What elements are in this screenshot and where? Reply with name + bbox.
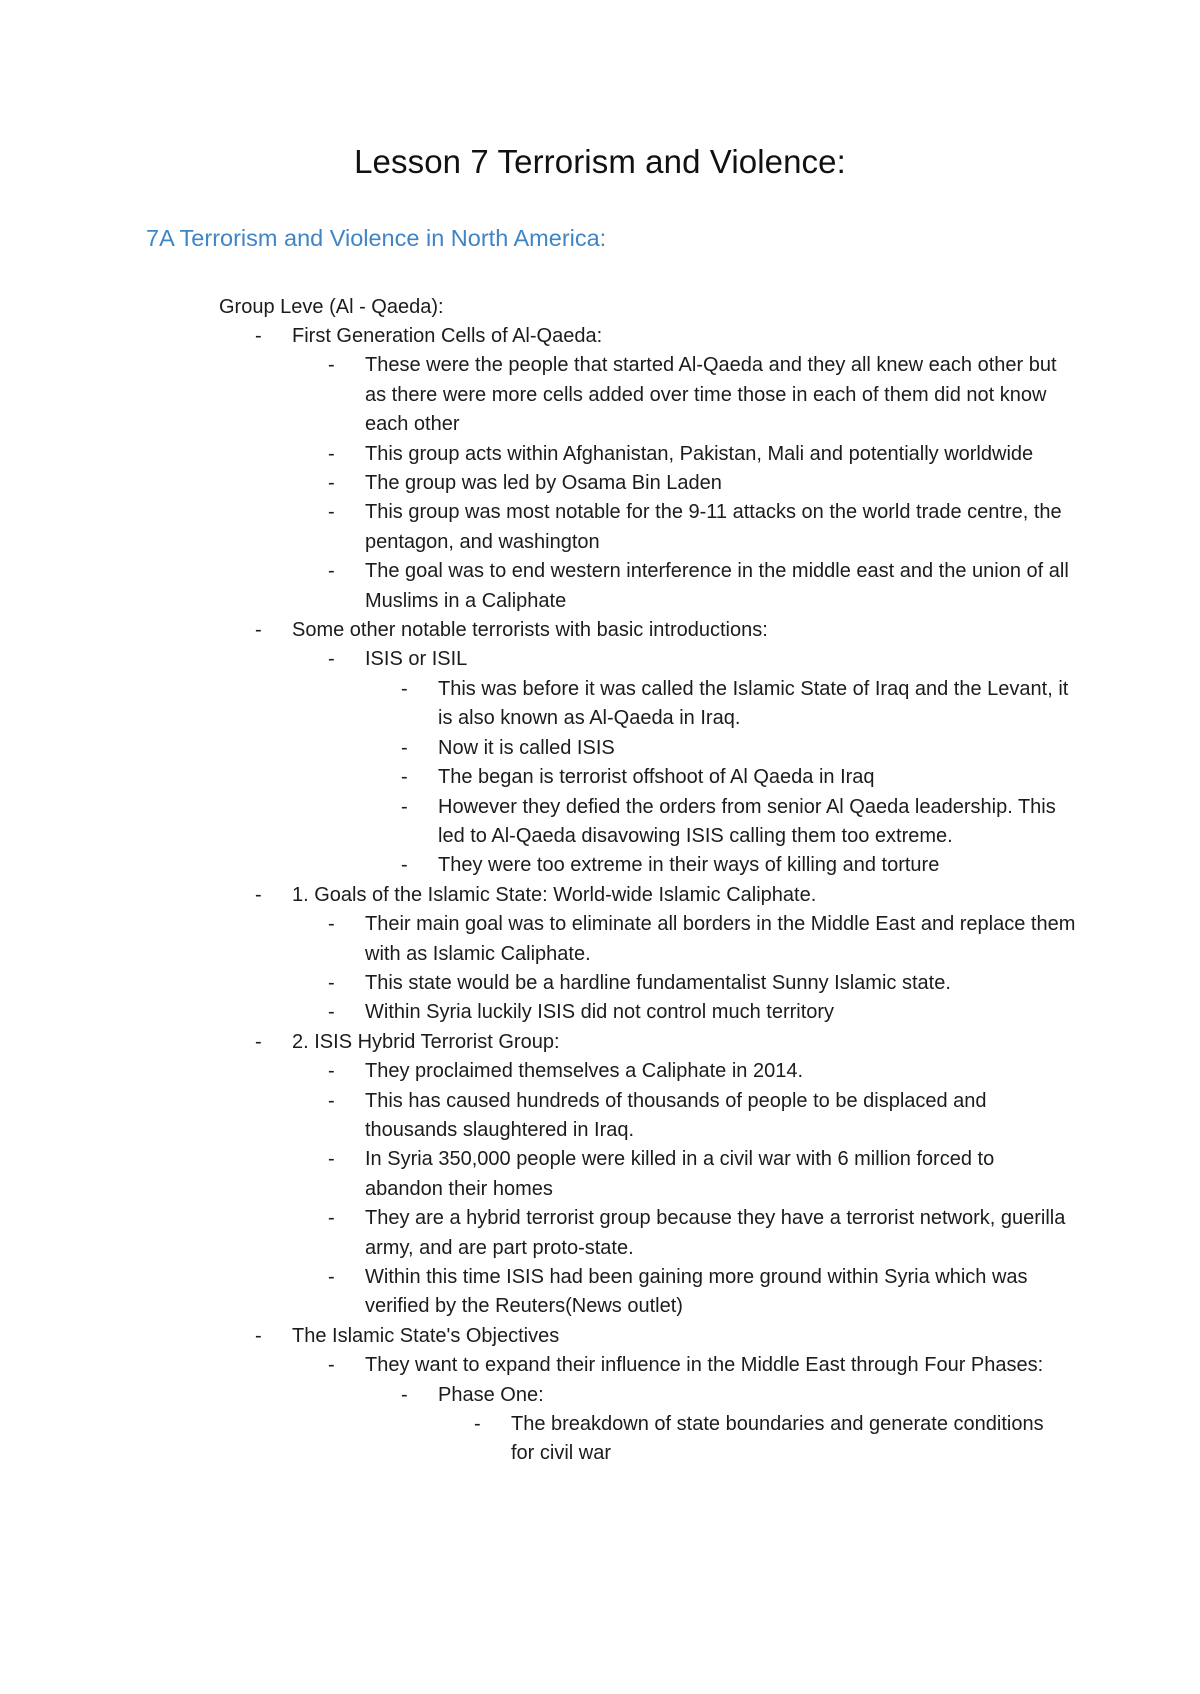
list-item [0, 969, 1200, 998]
list-item [0, 1351, 1200, 1380]
bullet-dash: - [401, 1383, 408, 1406]
list-item [0, 734, 1200, 763]
list-item [0, 1322, 1200, 1351]
bullet-dash: - [255, 619, 262, 642]
bullet-dash: - [328, 1089, 335, 1112]
list-item-text: This group was most notable for the 9-11 attacks on the world trade centre, the pentagon, and washington [365, 501, 1062, 553]
list-item-text: Within this time ISIS had been gaining more ground within Syria which was verified by the Reuters(News outlet) [365, 1266, 1028, 1318]
list-item-text: They were too extreme in their ways of killing and torture [438, 854, 940, 877]
bullet-dash: - [401, 766, 408, 789]
list-item-text: Some other notable terrorists with basic introductions: [292, 619, 768, 642]
list-item-text: The breakdown of state boundaries and generate conditions for civil war [511, 1413, 1044, 1465]
list-item [0, 616, 1200, 645]
list-item-text: These were the people that started Al-Qaeda and they all knew each other but as there were more cells added over time those in each of them did not know each other [365, 354, 1057, 436]
bullet-dash: - [328, 354, 335, 377]
bullet-dash: - [328, 913, 335, 936]
list-item-text: First Generation Cells of Al-Qaeda: [292, 325, 603, 347]
bullet-dash: - [255, 1030, 262, 1053]
list-item [0, 1057, 1200, 1086]
bullet-dash: - [401, 854, 408, 877]
list-item-text: They are a hybrid terrorist group because they have a terrorist network, guerilla army, and are part proto-state. [365, 1207, 1066, 1259]
page-title: Lesson 7 Terrorism and Violence: [354, 143, 846, 180]
list-item [0, 881, 1200, 910]
list-item-text: 2. ISIS Hybrid Terrorist Group: [292, 1030, 560, 1053]
list-item [0, 645, 1200, 674]
list-item-text: ISIS or ISIL [365, 648, 468, 671]
list-item-text: Phase One: [438, 1383, 544, 1406]
list-item [0, 1410, 1200, 1469]
bullet-dash: - [255, 883, 262, 906]
list-item-text: In Syria 350,000 people were killed in a civil war with 6 million forced to abandon their homes [365, 1148, 995, 1200]
list-item-text: The group was led by Osama Bin Laden [365, 472, 722, 495]
bullet-dash: - [401, 795, 408, 818]
bullet-dash: - [328, 1001, 335, 1024]
list-item [0, 1381, 1200, 1410]
list-item-text: This has caused hundreds of thousands of people to be displaced and thousands slaughtered in Iraq. [365, 1089, 987, 1141]
bullet-dash: - [401, 736, 408, 759]
bullet-dash: - [328, 648, 335, 671]
list-item-text: The goal was to end western interference in the middle east and the union of all Muslims in a Caliphate [365, 560, 1069, 612]
list-item [0, 1087, 1200, 1146]
group-label: Group Leve (Al - Qaeda): [219, 296, 444, 318]
list-item-text: They proclaimed themselves a Caliphate in 2014. [365, 1060, 804, 1083]
bullet-dash: - [328, 971, 335, 994]
list-item [0, 763, 1200, 792]
list-item [0, 557, 1200, 616]
list-item-text: This state would be a hardline fundamentalist Sunny Islamic state. [365, 971, 951, 994]
bullet-dash: - [474, 1413, 481, 1436]
bullet-dash: - [328, 1060, 335, 1083]
bullet-dash: - [328, 1207, 335, 1230]
list-item-text: The began is terrorist offshoot of Al Qaeda in Iraq [438, 766, 875, 789]
list-item [0, 351, 1200, 439]
list-item-text: Their main goal was to eliminate all borders in the Middle East and replace them with as Islamic Caliphate. [365, 913, 1076, 965]
bullet-dash: - [328, 442, 335, 465]
list-item-text: Within Syria luckily ISIS did not control much territory [365, 1001, 835, 1024]
list-item [0, 440, 1200, 469]
bullet-dash: - [328, 560, 335, 583]
list-item [0, 998, 1200, 1027]
bullet-dash: - [255, 1324, 262, 1347]
list-item [0, 322, 1200, 351]
bullet-dash: - [401, 677, 408, 700]
list-item [0, 469, 1200, 498]
list-item [0, 1263, 1200, 1322]
list-item [0, 910, 1200, 969]
bullet-dash: - [328, 501, 335, 524]
list-item-text: The Islamic State's Objectives [292, 1324, 560, 1347]
list-item-text: They want to expand their influence in the Middle East through Four Phases: [365, 1354, 1044, 1377]
list-item-text: This group acts within Afghanistan, Pakistan, Mali and potentially worldwide [365, 442, 1034, 465]
bullet-dash: - [328, 1354, 335, 1377]
bullet-outline [0, 322, 1200, 1469]
list-item-text: However they defied the orders from senior Al Qaeda leadership. This led to Al-Qaeda disavowing ISIS calling them too extreme. [438, 795, 1056, 847]
list-item-text: This was before it was called the Islamic State of Iraq and the Levant, it is also known as Al-Qaeda in Iraq. [438, 677, 1069, 730]
section-heading: 7A Terrorism and Violence in North America: [146, 225, 607, 251]
list-item-text: Now it is called ISIS [438, 736, 615, 759]
list-item [0, 793, 1200, 852]
list-item [0, 1145, 1200, 1204]
list-item [0, 675, 1200, 734]
list-item-text: 1. Goals of the Islamic State: World-wide Islamic Caliphate. [292, 883, 817, 906]
list-item [0, 851, 1200, 880]
bullet-dash: - [255, 325, 262, 347]
list-item [0, 1204, 1200, 1263]
bullet-dash: - [328, 1148, 335, 1171]
list-item [0, 1028, 1200, 1057]
bullet-dash: - [328, 472, 335, 495]
list-item [0, 498, 1200, 557]
bullet-dash: - [328, 1266, 335, 1288]
